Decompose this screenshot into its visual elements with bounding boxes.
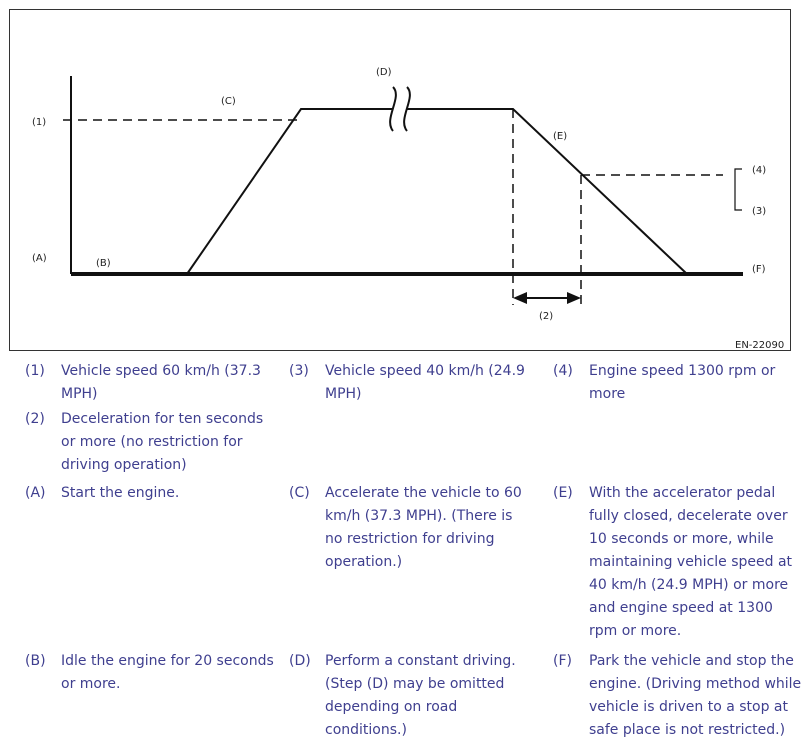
- label-4: (4): [752, 165, 767, 176]
- legend-text-line: rpm or more.: [589, 623, 682, 639]
- legend-text-line: Engine speed 1300 rpm or: [589, 363, 776, 379]
- bracket: [735, 169, 742, 210]
- legend-text: [325, 360, 525, 406]
- label-a: (A): [32, 253, 47, 264]
- legend-text-line: Idle the engine for 20 seconds: [61, 653, 274, 669]
- legend-text-line: Park the vehicle and stop the: [589, 653, 794, 669]
- legend-text-line: km/h (37.3 MPH). (There is: [325, 508, 513, 524]
- legend-text-line: driving operation): [61, 457, 187, 473]
- legend-text: [61, 408, 263, 477]
- label-3: (3): [752, 206, 767, 217]
- legend-text-line: conditions.): [325, 722, 407, 738]
- legend-text: [589, 482, 792, 643]
- legend-text: [589, 650, 801, 742]
- legend-key: (4): [553, 363, 573, 379]
- legend-text-line: Vehicle speed 60 km/h (37.3: [61, 363, 261, 379]
- legend-text: [589, 360, 775, 406]
- legend-key: (C): [289, 485, 310, 501]
- legend-key: (2): [25, 411, 45, 427]
- driving-pattern-diagram: [10, 10, 790, 350]
- legend-text-line: vehicle is driven to a stop at: [589, 699, 788, 715]
- label-d: (D): [376, 67, 392, 78]
- legend-text-line: 40 km/h (24.9 MPH) or more: [589, 577, 789, 593]
- span-arrow-right-head: [567, 292, 581, 304]
- label-1: (1): [32, 117, 47, 128]
- legend-text: [61, 482, 179, 505]
- legend-text: [61, 650, 274, 696]
- legend-text-line: engine. (Driving method while: [589, 676, 802, 692]
- legend-text-line: Accelerate the vehicle to 60: [325, 485, 522, 501]
- deceleration-ramp: [407, 109, 687, 274]
- legend-text-line: no restriction for driving: [325, 531, 495, 547]
- diagram-frame: [9, 9, 791, 351]
- legend-text-line: safe place is not restricted.): [589, 722, 786, 738]
- acceleration-ramp: [187, 109, 393, 274]
- legend-text: [325, 650, 516, 742]
- legend-text-line: With the accelerator pedal: [589, 485, 776, 501]
- legend-key: (E): [553, 485, 573, 501]
- legend-text-line: maintaining vehicle speed at: [589, 554, 793, 570]
- figure-id: EN-22090: [735, 340, 785, 350]
- legend-key: (3): [289, 363, 309, 379]
- legend-text-line: operation.): [325, 554, 403, 570]
- label-f: (F): [752, 264, 766, 275]
- legend-key: (1): [25, 363, 45, 379]
- legend-text-line: Start the engine.: [61, 485, 180, 501]
- legend-key: (D): [289, 653, 311, 669]
- legend-text: [61, 360, 261, 406]
- legend-text-line: more: [589, 386, 626, 402]
- label-b: (B): [96, 258, 111, 269]
- legend-key: (B): [25, 653, 46, 669]
- label-e: (E): [553, 131, 568, 142]
- legend-text-line: MPH): [325, 386, 362, 402]
- legend-key: (F): [553, 653, 572, 669]
- legend-key: (A): [25, 485, 46, 501]
- legend-text-line: or more (no restriction for: [61, 434, 243, 450]
- legend-text: [325, 482, 522, 574]
- legend-text-line: or more.: [61, 676, 121, 692]
- legend-text-line: (Step (D) may be omitted: [325, 676, 505, 692]
- legend-text-line: MPH): [61, 386, 98, 402]
- legend-text-line: Perform a constant driving.: [325, 653, 516, 669]
- legend-text-line: Deceleration for ten seconds: [61, 411, 264, 427]
- label-c: (C): [221, 96, 236, 107]
- legend-text-line: depending on road: [325, 699, 458, 715]
- legend-text-line: 10 seconds or more, while: [589, 531, 774, 547]
- legend-text-line: fully closed, decelerate over: [589, 508, 788, 524]
- label-2: (2): [539, 311, 554, 322]
- break-symbol: [390, 87, 410, 131]
- legend-text-line: and engine speed at 1300: [589, 600, 773, 616]
- legend-text-line: Vehicle speed 40 km/h (24.9: [325, 363, 525, 379]
- span-arrow-left-head: [513, 292, 527, 304]
